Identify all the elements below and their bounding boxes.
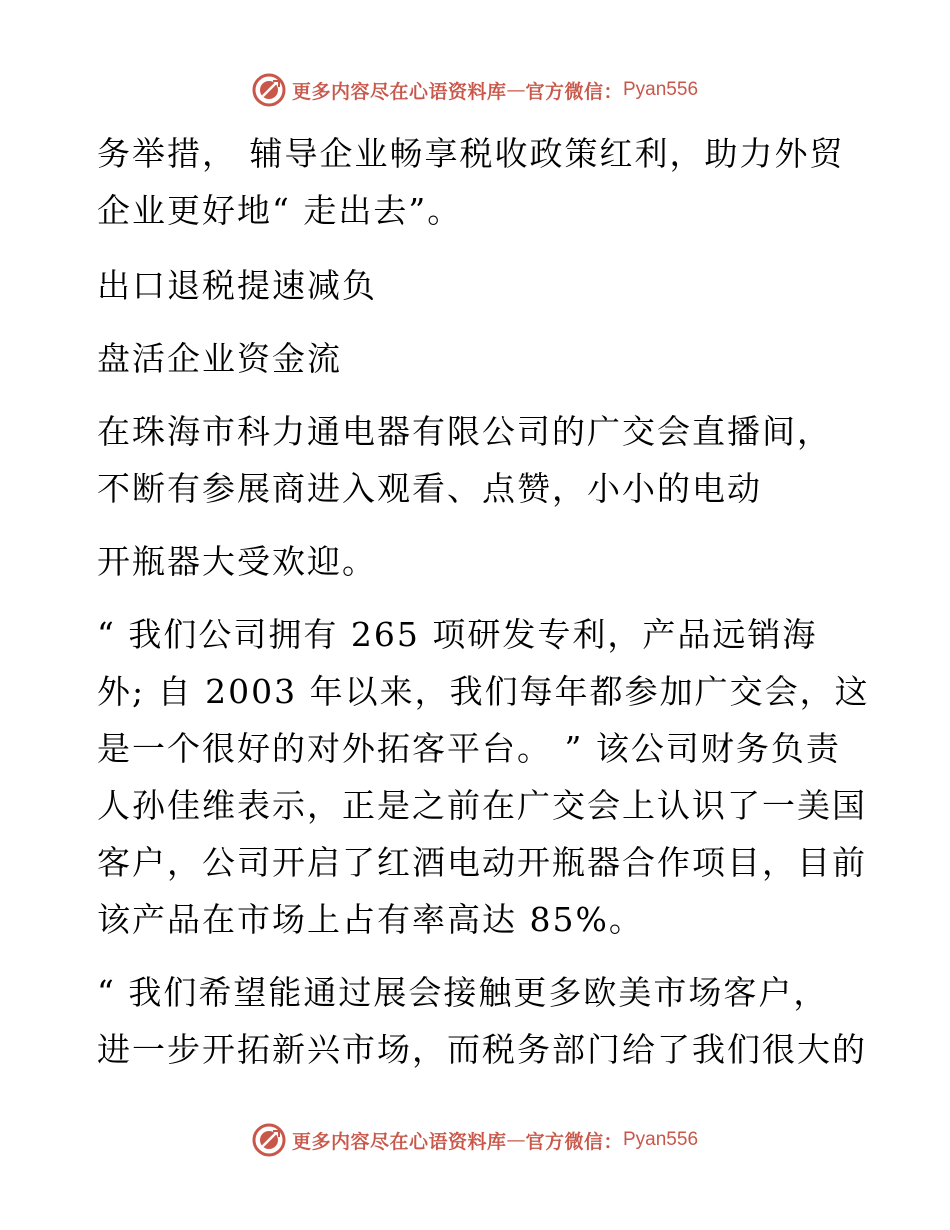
paragraph-4-line-1: “ 我们公司拥有 265 项研发专利，产品远销海 xyxy=(97,615,818,654)
section-heading-2: 盘活企业资金流 xyxy=(97,339,342,378)
paragraph-1-line-1: 务举措， 辅导企业畅享税收政策红利，助力外贸 xyxy=(97,134,845,173)
paragraph-2-line-1: 在珠海市科力通电器有限公司的广交会直播间， xyxy=(97,412,832,451)
paragraph-4-line-5: 客户，公司开启了红酒电动开瓶器合作项目，目前 xyxy=(97,843,867,882)
paragraph-4-line-3: 是一个很好的对外拓客平台。 ” 该公司财务负责 xyxy=(97,729,841,768)
header-banner-separator: — xyxy=(506,79,526,101)
footer-banner xyxy=(0,1120,950,1160)
paragraph-4-line-4: 人孙佳维表示，正是之前在广交会上认识了一美国 xyxy=(97,786,867,825)
footer-banner-separator: — xyxy=(506,1129,526,1151)
brand-logo-icon xyxy=(252,1123,286,1157)
footer-banner-id: Pyan556 xyxy=(623,1129,699,1150)
footer-banner-text: 更多内容尽在心语资料库 xyxy=(291,1130,507,1153)
header-banner xyxy=(0,70,950,110)
footer-banner-contact: 官方微信： xyxy=(525,1130,623,1153)
paragraph-4-line-6: 该产品在市场上占有率高达 85%。 xyxy=(97,900,644,939)
paragraph-3-line-1: 开瓶器大受欢迎。 xyxy=(97,542,377,581)
paragraph-5-line-2: 进一步开拓新兴市场，而税务部门给了我们很大的 xyxy=(97,1030,867,1069)
brand-logo-icon xyxy=(252,73,286,107)
paragraph-2-line-2: 不断有参展商进入观看、点赞，小小的电动 xyxy=(97,469,762,508)
section-heading-1: 出口退税提速减负 xyxy=(97,266,377,305)
header-banner-id: Pyan556 xyxy=(623,79,699,100)
document-body xyxy=(97,125,870,1078)
paragraph-1-line-2: 企业更好地“ 走出去”。 xyxy=(97,191,463,230)
header-banner-contact: 官方微信： xyxy=(525,80,623,103)
paragraph-4-line-2: 外; 自 2003 年以来，我们每年都参加广交会，这 xyxy=(97,672,870,711)
paragraph-5-line-1: “ 我们希望能通过展会接触更多欧美市场客户， xyxy=(97,973,829,1012)
header-banner-text: 更多内容尽在心语资料库 xyxy=(291,80,507,103)
